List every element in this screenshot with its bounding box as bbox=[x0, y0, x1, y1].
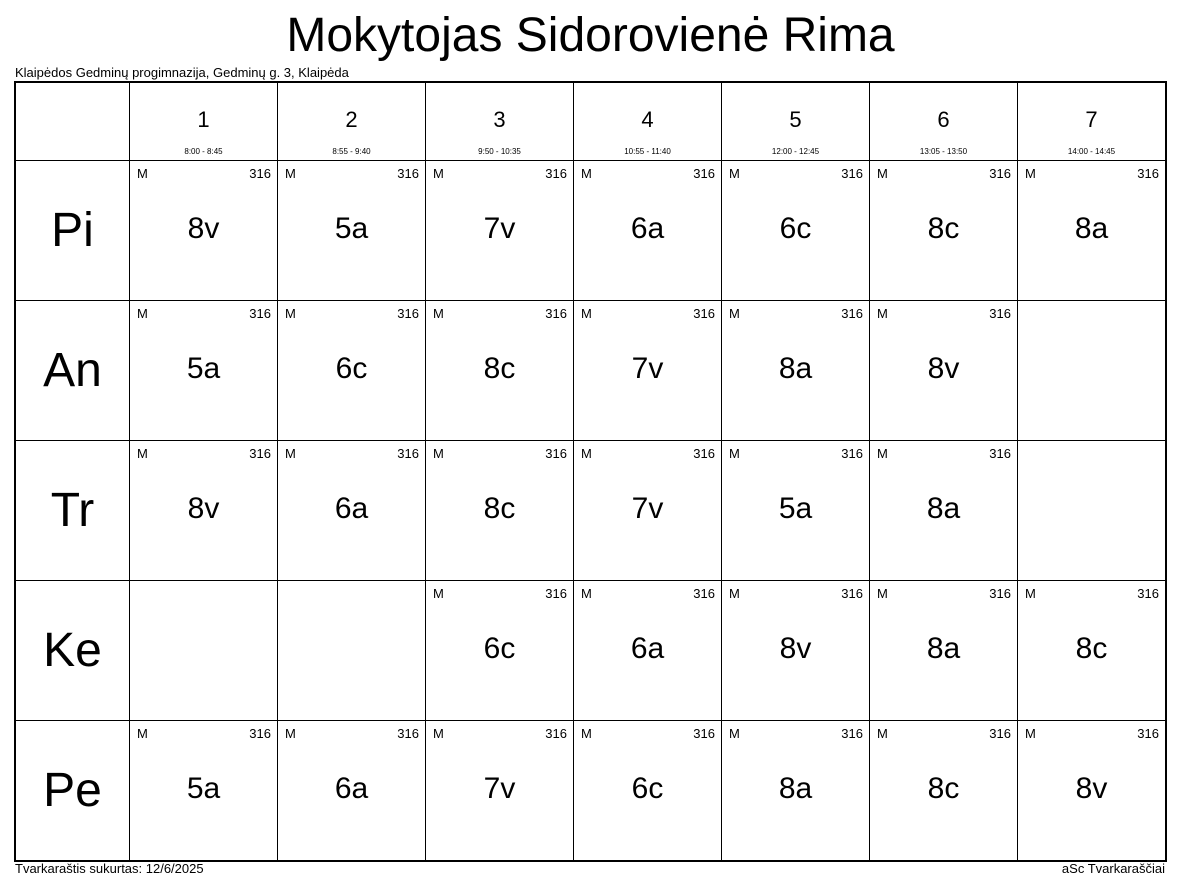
lesson-cell bbox=[426, 581, 574, 721]
lesson-room: 316 bbox=[249, 726, 271, 741]
lesson-class: 5a bbox=[778, 492, 813, 525]
day-label: Tr bbox=[15, 441, 130, 581]
lesson-cell bbox=[426, 441, 574, 581]
lesson-subject: M bbox=[285, 166, 296, 181]
lesson-room: 316 bbox=[249, 166, 271, 181]
lesson-room: 316 bbox=[249, 306, 271, 321]
period-header bbox=[130, 82, 278, 161]
lesson-subject: M bbox=[433, 586, 444, 601]
lesson-cell bbox=[722, 441, 870, 581]
lesson-room: 316 bbox=[693, 166, 715, 181]
lesson-subject: M bbox=[729, 726, 740, 741]
lesson-subject: M bbox=[581, 306, 592, 321]
lesson-subject: M bbox=[285, 306, 296, 321]
lesson-room: 316 bbox=[397, 306, 419, 321]
period-number: 6 bbox=[937, 107, 950, 132]
lesson-room: 316 bbox=[1137, 726, 1159, 741]
lesson-room: 316 bbox=[693, 446, 715, 461]
lesson-cell bbox=[1018, 161, 1167, 301]
lesson-room: 316 bbox=[545, 586, 567, 601]
lesson-cell bbox=[722, 161, 870, 301]
empty-cell bbox=[278, 581, 426, 721]
period-header bbox=[574, 82, 722, 161]
period-time: 10:55 - 11:40 bbox=[624, 147, 671, 156]
lesson-class: 8c bbox=[483, 352, 516, 385]
lesson-class: 8a bbox=[926, 632, 961, 665]
lesson-room: 316 bbox=[989, 446, 1011, 461]
empty-cell bbox=[130, 581, 278, 721]
lesson-room: 316 bbox=[545, 166, 567, 181]
lesson-cell bbox=[1018, 581, 1167, 721]
lesson-subject: M bbox=[729, 446, 740, 461]
lesson-room: 316 bbox=[1137, 166, 1159, 181]
period-header bbox=[1018, 82, 1167, 161]
lesson-subject: M bbox=[137, 726, 148, 741]
lesson-cell bbox=[278, 441, 426, 581]
period-number: 1 bbox=[197, 107, 210, 132]
lesson-subject: M bbox=[877, 586, 888, 601]
lesson-subject: M bbox=[877, 446, 888, 461]
lesson-subject: M bbox=[137, 446, 148, 461]
period-number: 4 bbox=[641, 107, 654, 132]
period-header bbox=[278, 82, 426, 161]
lesson-cell bbox=[574, 441, 722, 581]
lesson-subject: M bbox=[1025, 586, 1036, 601]
period-time: 14:00 - 14:45 bbox=[1067, 147, 1116, 156]
lesson-room: 316 bbox=[397, 166, 419, 181]
lesson-class: 8c bbox=[927, 772, 960, 805]
period-time: 8:00 - 8:45 bbox=[184, 147, 223, 156]
lesson-class: 6a bbox=[334, 492, 369, 525]
lesson-class: 6a bbox=[630, 212, 665, 245]
lesson-class: 7v bbox=[483, 772, 516, 805]
period-header bbox=[870, 82, 1018, 161]
lesson-cell bbox=[870, 581, 1018, 721]
period-header bbox=[722, 82, 870, 161]
day-row bbox=[15, 161, 1166, 301]
lesson-room: 316 bbox=[693, 306, 715, 321]
period-header bbox=[426, 82, 574, 161]
lesson-room: 316 bbox=[841, 446, 863, 461]
lesson-room: 316 bbox=[545, 306, 567, 321]
lesson-room: 316 bbox=[841, 586, 863, 601]
lesson-room: 316 bbox=[693, 726, 715, 741]
period-time: 13:05 - 13:50 bbox=[919, 147, 968, 156]
lesson-subject: M bbox=[877, 166, 888, 181]
lesson-subject: M bbox=[581, 586, 592, 601]
lesson-class: 8a bbox=[926, 492, 961, 525]
period-time: 9:50 - 10:35 bbox=[478, 147, 521, 156]
empty-cell bbox=[1018, 441, 1167, 581]
lesson-class: 7v bbox=[483, 212, 516, 245]
lesson-class: 6c bbox=[483, 632, 516, 665]
day-label: Ke bbox=[15, 581, 130, 721]
lesson-class: 5a bbox=[334, 212, 369, 245]
lesson-room: 316 bbox=[545, 446, 567, 461]
empty-cell bbox=[1018, 301, 1167, 441]
lesson-room: 316 bbox=[841, 726, 863, 741]
period-number: 2 bbox=[345, 107, 358, 132]
period-time: 12:00 - 12:45 bbox=[771, 147, 820, 156]
lesson-class: 8a bbox=[778, 352, 813, 385]
lesson-subject: M bbox=[729, 586, 740, 601]
lesson-room: 316 bbox=[841, 166, 863, 181]
lesson-cell bbox=[130, 721, 278, 862]
page-title: Mokytojas Sidorovienė Rima bbox=[286, 9, 895, 62]
lesson-room: 316 bbox=[1137, 586, 1159, 601]
lesson-class: 6a bbox=[630, 632, 665, 665]
lesson-subject: M bbox=[433, 306, 444, 321]
timetable-grid bbox=[14, 81, 1167, 862]
lesson-subject: M bbox=[1025, 166, 1036, 181]
lesson-subject: M bbox=[433, 446, 444, 461]
lesson-cell bbox=[870, 301, 1018, 441]
lesson-class: 6c bbox=[779, 212, 812, 245]
lesson-cell bbox=[1018, 721, 1167, 862]
lesson-subject: M bbox=[877, 726, 888, 741]
lesson-class: 7v bbox=[631, 352, 664, 385]
lesson-room: 316 bbox=[989, 166, 1011, 181]
lesson-class: 8v bbox=[779, 632, 812, 665]
lesson-cell bbox=[870, 161, 1018, 301]
lesson-subject: M bbox=[581, 446, 592, 461]
lesson-subject: M bbox=[433, 726, 444, 741]
lesson-cell bbox=[130, 161, 278, 301]
lesson-class: 8c bbox=[1075, 632, 1108, 665]
brand-label: aSc Tvarkaraščiai bbox=[1061, 861, 1165, 876]
period-number: 3 bbox=[493, 107, 506, 132]
lesson-subject: M bbox=[1025, 726, 1036, 741]
day-row bbox=[15, 581, 1166, 721]
lesson-class: 8v bbox=[1075, 772, 1108, 805]
lesson-cell bbox=[130, 441, 278, 581]
lesson-subject: M bbox=[433, 166, 444, 181]
lesson-room: 316 bbox=[841, 306, 863, 321]
lesson-class: 8v bbox=[927, 352, 960, 385]
lesson-class: 6c bbox=[335, 352, 368, 385]
lesson-room: 316 bbox=[989, 586, 1011, 601]
lesson-class: 5a bbox=[186, 352, 221, 385]
day-label: An bbox=[15, 301, 130, 441]
day-row bbox=[15, 441, 1166, 581]
lesson-subject: M bbox=[581, 166, 592, 181]
lesson-cell bbox=[574, 301, 722, 441]
lesson-class: 8a bbox=[1074, 212, 1109, 245]
lesson-subject: M bbox=[137, 306, 148, 321]
lesson-class: 6c bbox=[631, 772, 664, 805]
lesson-cell bbox=[426, 161, 574, 301]
lesson-cell bbox=[574, 161, 722, 301]
lesson-cell bbox=[130, 301, 278, 441]
lesson-cell bbox=[278, 721, 426, 862]
period-time: 8:55 - 9:40 bbox=[332, 147, 371, 156]
lesson-subject: M bbox=[877, 306, 888, 321]
lesson-class: 6a bbox=[334, 772, 369, 805]
lesson-cell bbox=[278, 301, 426, 441]
day-row bbox=[15, 721, 1166, 862]
lesson-cell bbox=[722, 721, 870, 862]
corner-cell bbox=[15, 82, 130, 161]
lesson-subject: M bbox=[729, 306, 740, 321]
lesson-class: 8c bbox=[927, 212, 960, 245]
lesson-cell bbox=[278, 161, 426, 301]
day-label: Pi bbox=[15, 161, 130, 301]
day-label: Pe bbox=[15, 721, 130, 862]
created-date: Tvarkaraštis sukurtas: 12/6/2025 bbox=[15, 861, 204, 876]
lesson-cell bbox=[722, 301, 870, 441]
lesson-cell bbox=[574, 721, 722, 862]
lesson-room: 316 bbox=[693, 586, 715, 601]
lesson-class: 8v bbox=[187, 492, 220, 525]
lesson-cell bbox=[574, 581, 722, 721]
lesson-subject: M bbox=[581, 726, 592, 741]
lesson-room: 316 bbox=[397, 726, 419, 741]
lesson-class: 8a bbox=[778, 772, 813, 805]
lesson-room: 316 bbox=[249, 446, 271, 461]
lesson-class: 5a bbox=[186, 772, 221, 805]
lesson-room: 316 bbox=[545, 726, 567, 741]
lesson-cell bbox=[870, 441, 1018, 581]
lesson-room: 316 bbox=[397, 446, 419, 461]
period-number: 7 bbox=[1085, 107, 1098, 132]
lesson-subject: M bbox=[285, 446, 296, 461]
lesson-cell bbox=[426, 301, 574, 441]
day-row bbox=[15, 301, 1166, 441]
lesson-class: 8v bbox=[187, 212, 220, 245]
period-header-row bbox=[15, 82, 1166, 161]
lesson-cell bbox=[722, 581, 870, 721]
lesson-cell bbox=[870, 721, 1018, 862]
lesson-subject: M bbox=[729, 166, 740, 181]
lesson-room: 316 bbox=[989, 726, 1011, 741]
lesson-cell bbox=[426, 721, 574, 862]
period-number: 5 bbox=[789, 107, 802, 132]
lesson-class: 7v bbox=[631, 492, 664, 525]
lesson-class: 8c bbox=[483, 492, 516, 525]
school-address: Klaipėdos Gedminų progimnazija, Gedminų g. 3, Klaipėda bbox=[15, 65, 349, 80]
lesson-subject: M bbox=[137, 166, 148, 181]
lesson-subject: M bbox=[285, 726, 296, 741]
lesson-room: 316 bbox=[989, 306, 1011, 321]
